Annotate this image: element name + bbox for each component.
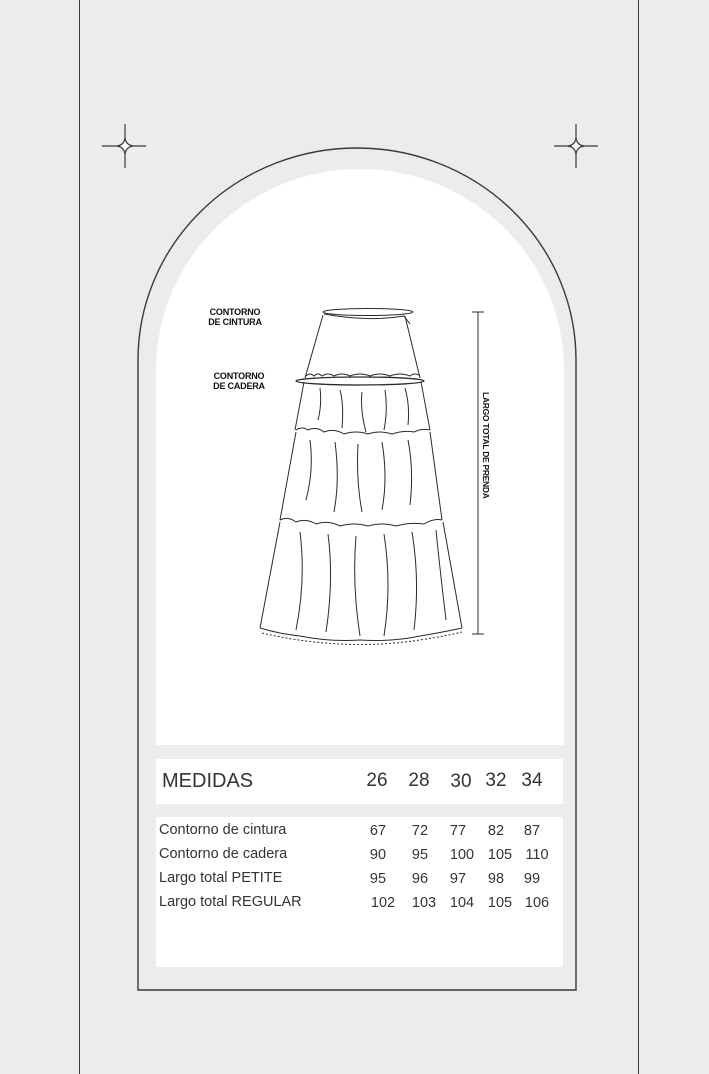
cell-value: 95 xyxy=(369,871,387,887)
table-row xyxy=(156,870,563,894)
cell-value: 102 xyxy=(370,895,396,911)
row-label: Contorno de cadera xyxy=(159,846,288,862)
size-header: 34 xyxy=(521,770,543,791)
row-label: Contorno de cintura xyxy=(159,822,287,838)
size-header: 30 xyxy=(450,771,472,792)
size-header: 28 xyxy=(408,770,430,791)
size-header: 32 xyxy=(485,770,507,791)
table-row xyxy=(156,846,563,870)
table-row xyxy=(156,822,563,846)
cell-value: 77 xyxy=(449,823,467,839)
cell-value: 105 xyxy=(487,895,513,911)
cell-value: 95 xyxy=(411,847,429,863)
cell-value: 98 xyxy=(487,871,505,887)
hip-label: CONTORNO DE CADERA xyxy=(213,371,265,391)
cell-value: 105 xyxy=(487,847,513,863)
cell-value: 90 xyxy=(369,847,387,863)
cell-value: 104 xyxy=(449,895,475,911)
arch-panel xyxy=(156,169,564,745)
length-label: LARGO TOTAL DE PRENDA xyxy=(481,392,491,499)
row-label: Largo total REGULAR xyxy=(159,894,302,910)
waist-label: CONTORNO DE CINTURA xyxy=(208,307,262,327)
cell-value: 100 xyxy=(449,847,475,863)
cell-value: 87 xyxy=(523,823,541,839)
cell-value: 110 xyxy=(525,847,549,863)
cell-value: 96 xyxy=(411,871,429,887)
cell-value: 82 xyxy=(487,823,505,839)
cell-value: 67 xyxy=(369,823,387,839)
sparkle-icon-right xyxy=(554,124,598,168)
cell-value: 103 xyxy=(411,895,437,911)
sparkle-icon-left xyxy=(102,124,146,168)
size-header: 26 xyxy=(366,770,388,791)
measurements-title: MEDIDAS xyxy=(162,770,254,792)
measurements-table xyxy=(156,817,563,967)
cell-value: 97 xyxy=(449,871,467,887)
measurements-header xyxy=(156,759,563,804)
row-label: Largo total PETITE xyxy=(159,870,283,886)
cell-value: 106 xyxy=(524,895,550,911)
cell-value: 99 xyxy=(523,871,541,887)
table-row xyxy=(156,894,563,918)
cell-value: 72 xyxy=(411,823,429,839)
